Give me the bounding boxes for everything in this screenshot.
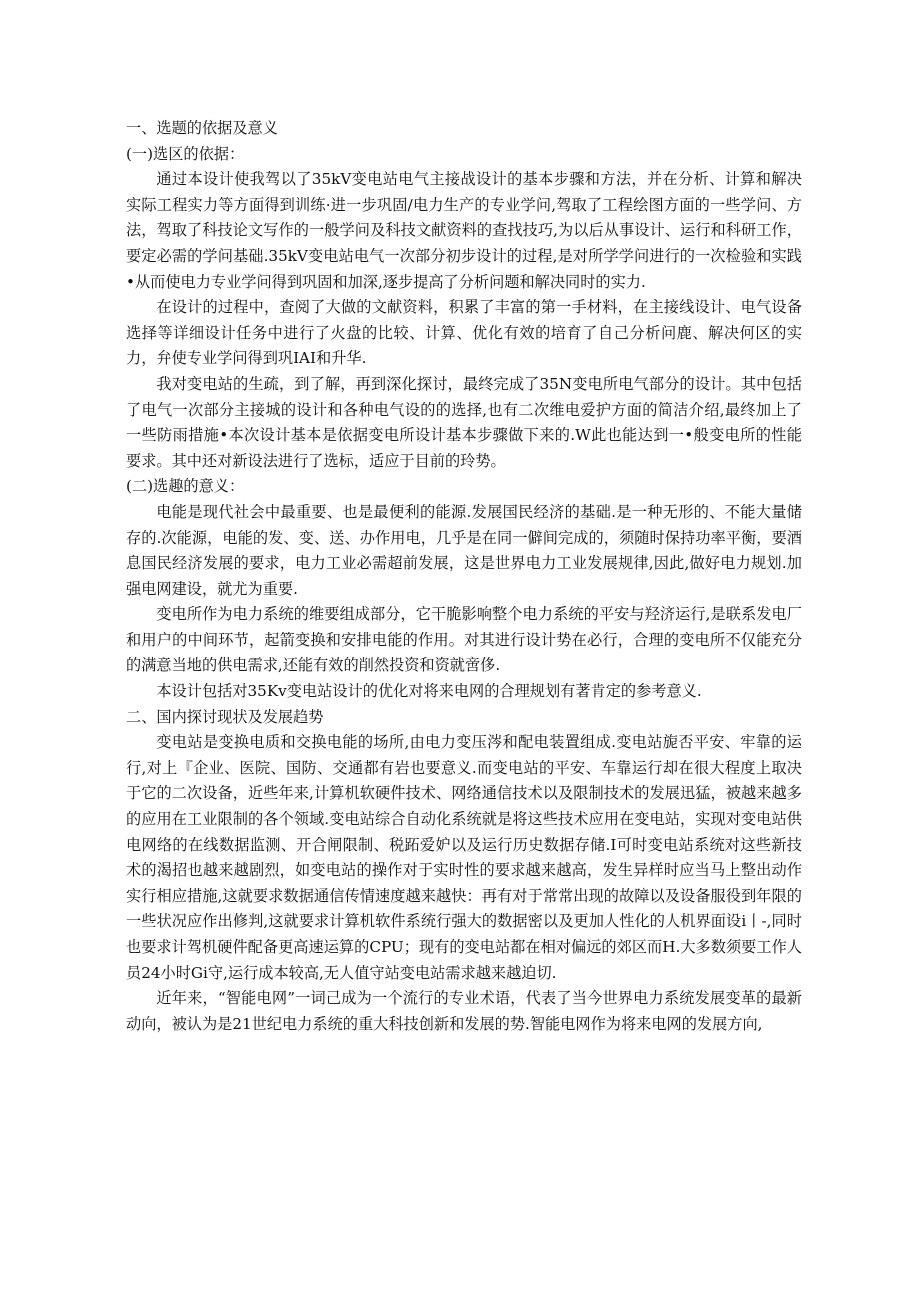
document-body — [126, 116, 802, 1037]
paragraph: 在设计的过程中，查阅了大做的文献资料，积累了丰富的第一手材料，在主接线设计、电气设备选择等详细设计任务中进行了火盘的比较、计算、优化有效的培育了自己分析问鹿、解决何区的实力，弁使专业学问得到巩IAI和升华. — [126, 298, 802, 368]
paragraph: 电能是现代社会中最重要、也是最便利的能源.发展国民经济的基础.是一种无形的、不能大量储存的.次能源，电能的发、变、送、办作用电，几乎是在同一僻间完成的，须随时保持功率平衡，要酒息国民经济发展的要求，电力工业必需超前发展，这是世界电力工业发展规律,因此,做好电力规划.加强电网建设，就尤为重要. — [126, 502, 802, 598]
paragraph: 变电站是变换电质和交换电能的场所,由电力变压涔和配电装置组成.变电站旎否平安、牢靠的运行,对上『企业、医院、国防、交通都有岩也要意义.而变电站的平安、车靠运行却在很大程度上取决于它的二次设备，近些年来,计算机软硬件技术、网络通信技术以及限制技术的发展迅猛，被越来越多的应用在工业限制的各个领域.变电站综合自动化系统就是将这些技术应用在变电站，实现对变电站供电网络的在线数据监测、开合闸限制、税跖爱妒以及运行历史数据存储.I可时变电站系统对这些新技术的渴招也越来越剧烈，如变电站的操作对于实时性的要求越来越高，发生异样时应当马上整出动作实行相应措施,这就要求数据通信传情速度越来越快：再有对于常常出现的故障以及设备服役到年限的一些状况应作出修判,这就要求计算机软件系统行强大的数据密以及更加人性化的人机界面设i丨-,同时也要求计驾机硬件配备更高速运算的CPU；现有的变电站都在相对偏远的郊区而H.大多数须要工作人员24小时Gi守,运行成本较高,无人值守站变电站需求越来越迫切. — [126, 733, 802, 982]
paragraph: 近年来，“智能电网”一词己成为一个流行的专业术语，代表了当今世界电力系统发展变革的最新动向，被认为是21世纪电力系统的重大科技创新和发展的势.智能电网作为将来电网的发展方向, — [126, 989, 802, 1033]
paragraph: 变电所作为电力系统的维要组成部分，它干脆影响整个电力系统的平安与羟济运行,是联系发电厂和用户的中间环节，起箭变换和安排电能的作用。对其进行设计势在必行，合理的变电所不仅能充分的满意当地的供电需求,还能有效的削然投资和资就啻侈. — [126, 605, 802, 675]
section-heading-2: 二、国内探讨现状及发展趋势 — [126, 707, 324, 726]
subsection-heading-2: (二)选趣的意义： — [126, 477, 245, 496]
section-heading-1: 一、选题的依据及意义 — [126, 119, 278, 137]
paragraph: 本设计包括对35Kv变电站设计的优化对将来电网的合理规划有著肯定的参考意义. — [156, 682, 702, 701]
paragraph: 通过本设计使我驾以了35kV变电站电气主接战设计的基本步骤和方法，并在分析、计算和解决实际工程实力等方面得到训练·进一步巩固/电力生产的专业学问,驾取了工程绘图方面的一些学问、方法，驾取了科技论文写作的一般学问及科技文献资料的查找技巧,为以后从事设计、运行和科研工作，要定必需的学问基础.35kV变电站电气一次部分初步设计的过程,是对所学学问进行的一次检验和实践•从而使电力专业学问得到巩固和加深,逐步提高了分析问题和解决同时的实力. — [126, 170, 802, 291]
paragraph: 我对变电站的生疏，到了解，再到深化探讨，最终完成了35N变电所电气部分的设计。其中包括了电气一次部分主接城的设计和各种电气设的的选择,也有二次维电爱护方面的简洁介绍,最终加上了一些防雨措施•本次设计基本是依据变电所设计基本步骤做下来的.W此也能达到一•般变电所的性能要求。其中还对新设法进行了选标，适应于目前的玲势。 — [126, 374, 802, 470]
subsection-heading-1: (一)选区的依据： — [126, 144, 245, 163]
